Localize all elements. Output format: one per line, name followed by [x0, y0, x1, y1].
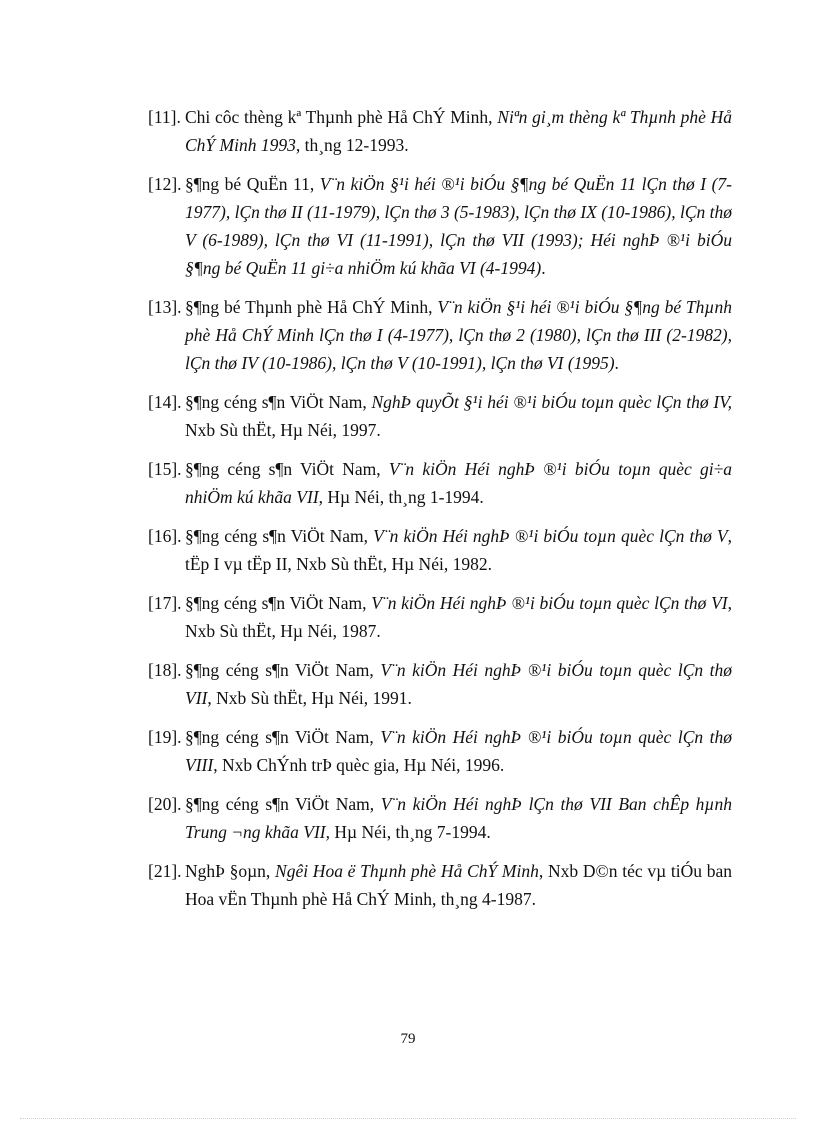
reference-author: §¶ng céng s¶n ViÖt Nam,: [185, 593, 372, 613]
reference-publication: , Nxb Sù thËt, Hµ Néi, 1991.: [207, 688, 412, 708]
reference-author: §¶ng bé QuËn 11,: [185, 174, 320, 194]
reference-item: [148, 293, 732, 377]
reference-number: [16].: [148, 526, 182, 546]
reference-list: [148, 103, 732, 924]
reference-title: V¨n kiÖn §¹i héi ®¹i biÓu §¶ng bé Thµnh phè Hå ChÝ Minh lÇn thø I (4-1977), lÇn thø 2 (1980), lÇn thø III (2-1982), lÇn thø IV (10-1986), lÇn thø V (10-1991), lÇn thø VI (1995): [185, 297, 732, 373]
reference-title: V¨n kiÖn Héi nghÞ lÇn thø VII Ban chÊp hµnh Trung ¬ng khãa VII,: [185, 794, 732, 842]
reference-title: V¨n kiÖn Héi nghÞ ®¹i biÓu toµn quèc lÇn thø VI: [371, 593, 728, 613]
reference-publication: , Nxb D©n téc vµ tiÓu ban Hoa vËn Thµnh phè Hå ChÝ Minh, th¸ng 4-1987.: [185, 861, 732, 909]
reference-item: [148, 455, 732, 511]
reference-title: Ngêi Hoa ë Thµnh phè Hå ChÝ Minh: [275, 861, 539, 881]
reference-author: §¶ng céng s¶n ViÖt Nam,: [185, 794, 381, 814]
reference-title: Niªn gi¸m thèng kª Thµnh phè Hå ChÝ Minh 1993: [185, 107, 733, 155]
reference-item: [148, 656, 732, 712]
reference-publication: .: [614, 353, 619, 373]
reference-item: [148, 723, 732, 779]
reference-author: §¶ng céng s¶n ViÖt Nam,: [185, 727, 381, 747]
reference-item: [148, 790, 732, 846]
reference-number: [21].: [148, 861, 182, 881]
reference-publication: Hµ Néi, th¸ng 7-1994.: [330, 822, 491, 842]
reference-author: NghÞ §oµn,: [185, 861, 276, 881]
reference-item: [148, 170, 732, 282]
reference-publication: , Hµ Néi, th¸ng 1-1994.: [318, 487, 484, 507]
reference-item: [148, 857, 732, 913]
reference-title: NghÞ quyÕt §¹i héi ®¹i biÓu toµn quèc lÇn thø IV,: [371, 392, 732, 412]
reference-number: [12].: [148, 174, 182, 194]
reference-author: §¶ng céng s¶n ViÖt Nam,: [185, 526, 374, 546]
reference-item: [148, 589, 732, 645]
page-bottom-divider: [20, 1118, 796, 1119]
reference-publication: , tËp I vµ tËp II, Nxb Sù thËt, Hµ Néi, 1982.: [185, 526, 732, 574]
reference-number: [13].: [148, 297, 182, 317]
reference-title: V¨n kiÖn Héi nghÞ ®¹i biÓu toµn quèc lÇn thø VII: [185, 660, 733, 708]
reference-publication: , Nxb Sù thËt, Hµ Néi, 1987.: [185, 593, 732, 641]
reference-author: §¶ng céng s¶n ViÖt Nam,: [185, 459, 389, 479]
reference-publication: , Nxb ChÝnh trÞ quèc gia, Hµ Néi, 1996.: [213, 755, 505, 775]
reference-publication: , th¸ng 12-1993.: [295, 135, 409, 155]
reference-number: [19].: [148, 727, 182, 747]
reference-title: V¨n kiÖn Héi nghÞ ®¹i biÓu toµn quèc lÇn thø VIII: [185, 727, 733, 775]
reference-title: V¨n kiÖn Héi nghÞ ®¹i biÓu toµn quèc lÇn thø V: [373, 526, 728, 546]
reference-publication: Nxb Sù thËt, Hµ Néi, 1997.: [185, 420, 381, 440]
reference-number: [20].: [148, 794, 182, 814]
reference-author: Chi côc thèng kª Thµnh phè Hå ChÝ Minh,: [185, 107, 498, 127]
reference-title: V¨n kiÖn §¹i héi ®¹i biÓu §¶ng bé QuËn 11 lÇn thø I (7-1977), lÇn thø II (11-1979), lÇn thø 3 (5-1983), lÇn thø IX (10-1986), lÇn thø V (6-1989), lÇn thø VI (11-1991), lÇn thø VII (1993); Héi nghÞ ®¹i biÓu §¶ng bé QuËn 11 gi÷a nhiÖm kú khãa VI (4-1994): [185, 174, 732, 278]
reference-number: [14].: [148, 392, 182, 412]
reference-publication: .: [541, 258, 546, 278]
reference-item: [148, 522, 732, 578]
reference-author: §¶ng céng s¶n ViÖt Nam,: [185, 392, 372, 412]
reference-author: §¶ng bé Thµnh phè Hå ChÝ Minh,: [185, 297, 438, 317]
reference-item: [148, 388, 732, 444]
reference-author: §¶ng céng s¶n ViÖt Nam,: [185, 660, 381, 680]
reference-number: [18].: [148, 660, 182, 680]
page-number: 79: [400, 1031, 416, 1047]
reference-number: [15].: [148, 459, 182, 479]
reference-number: [11].: [148, 107, 181, 127]
reference-number: [17].: [148, 593, 182, 613]
reference-item: [148, 103, 732, 159]
reference-title: V¨n kiÖn Héi nghÞ ®¹i biÓu toµn quèc gi÷a nhiÖm kú khãa VII: [185, 459, 733, 507]
